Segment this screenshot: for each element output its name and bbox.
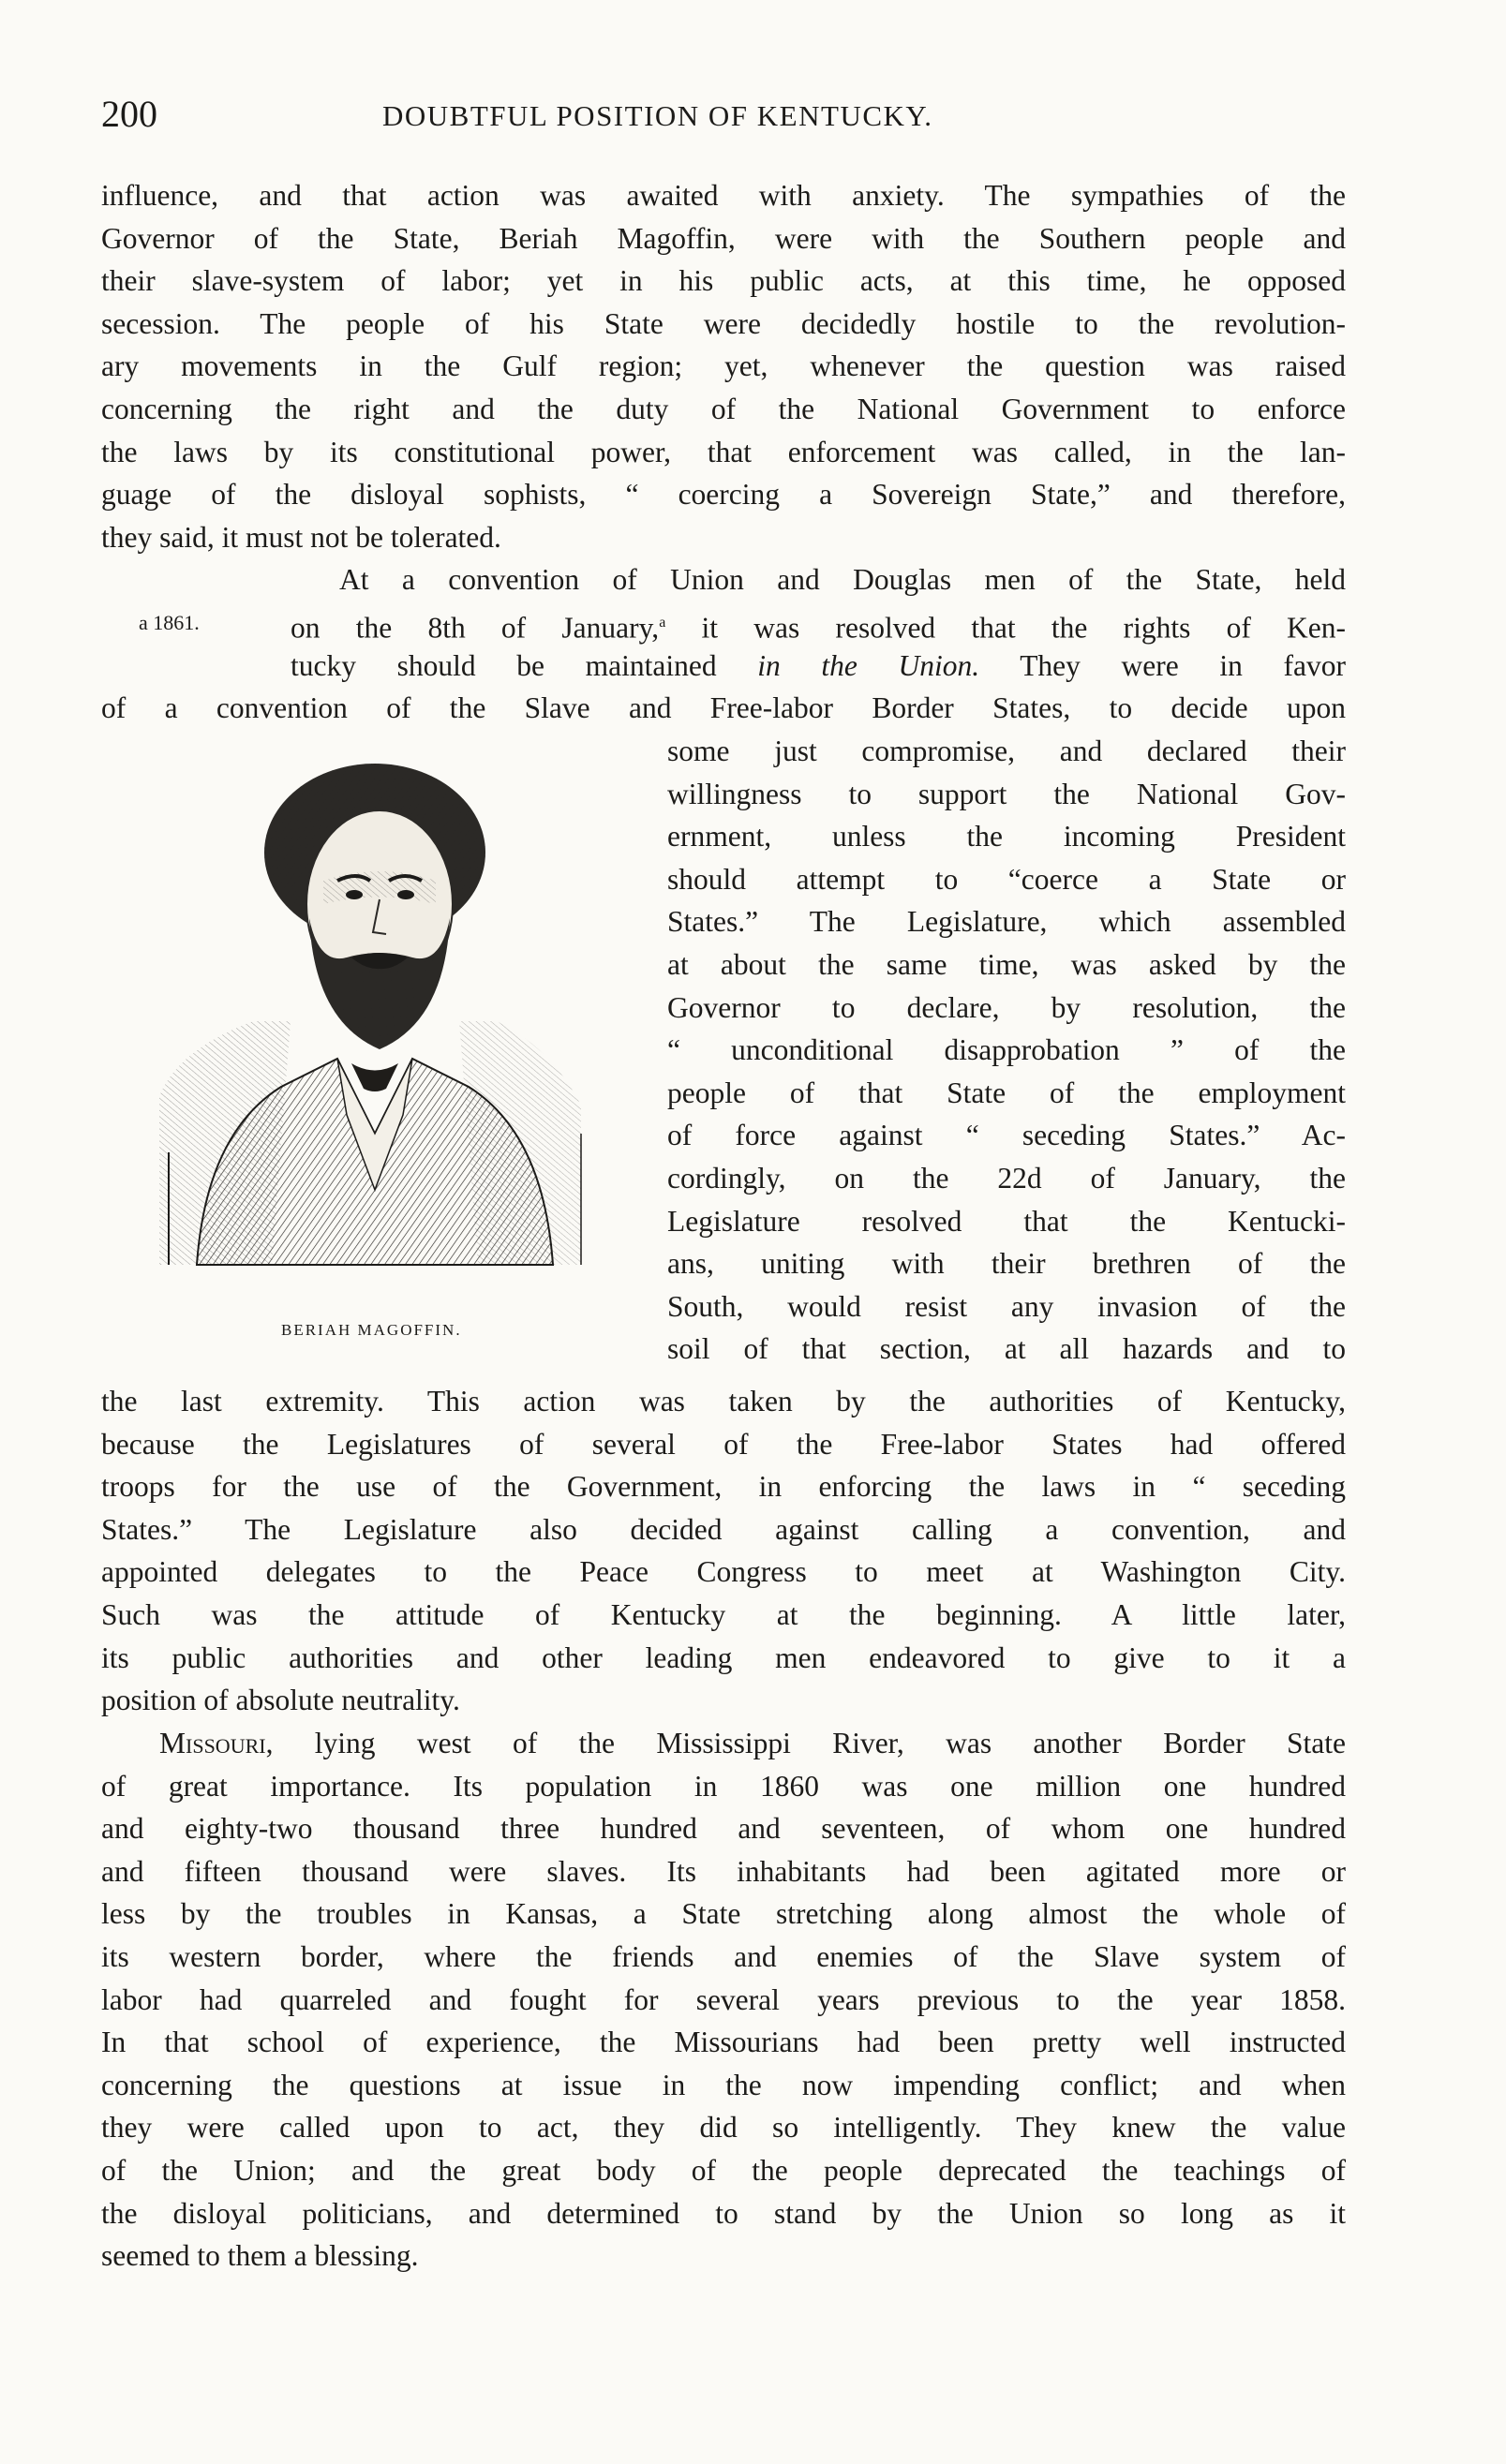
text-line: and eighty-two thousand three hundred and seventeen, of whom one hundred: [101, 1812, 1346, 1846]
text-line: States.” The Legislature also decided against calling a convention, and: [101, 1512, 1346, 1546]
marginal-date-note: a 1861.: [139, 611, 200, 634]
text-line: willingness to support the National Gov-: [667, 777, 1346, 810]
text-line: some just compromise, and declared their: [667, 735, 1346, 767]
text-line: Governor of the State, Beriah Magoffin, were with the Southern people and: [101, 221, 1346, 255]
text-line: “ unconditional disapprobation ” of the: [667, 1033, 1346, 1067]
text-line: [101, 1722, 1346, 1765]
text-line: position of absolute neutrality.: [101, 1684, 460, 1717]
paragraph-2-line-2: [291, 601, 1346, 687]
text-line: Governor to declare, by resolution, the: [667, 990, 1346, 1024]
text-line: because the Legislatures of several of the Free-labor States had offered: [101, 1427, 1346, 1461]
text-line: they said, it must not be tolerated.: [101, 520, 501, 554]
text-line: Such was the attitude of Kentucky at the beginning. A little later,: [101, 1597, 1346, 1631]
text-line: its public authorities and other leading men endeavored to give to it a: [101, 1640, 1346, 1674]
text-line: their slave-system of labor; yet in his public acts, at this time, he opposed: [101, 264, 1346, 298]
section-lead-word: Missouri,: [159, 1727, 274, 1759]
text-line: In that school of experience, the Missourians had been pretty well instructed: [101, 2026, 1346, 2059]
text-line: people of that State of the employment: [667, 1076, 1346, 1109]
text-line: secession. The people of his State were decidedly hostile to the revolution-: [101, 306, 1346, 340]
text-line: of force against “ seceding States.” Ac-: [667, 1119, 1346, 1152]
text-fragment: on the 8th of January,: [291, 611, 660, 645]
paragraph-2-continued: [101, 1380, 1346, 1722]
text-line: should attempt to “coerce a State or: [667, 862, 1346, 896]
text-fragment: tucky should be maintained: [291, 648, 717, 682]
text-line: the disloyal politicians, and determined to stand by the Union so long as it: [101, 2196, 1346, 2230]
text-line: cordingly, on the 22d of January, the: [667, 1161, 1346, 1195]
text-line: appointed delegates to the Peace Congress to meet at Washington City.: [101, 1555, 1346, 1589]
running-title: DOUBTFUL POSITION OF KENTUCKY.: [382, 99, 933, 132]
text-line: of great importance. Its population in 1860 was one million one hundred: [101, 1769, 1346, 1803]
text-line: soil of that section, at all hazards and to: [667, 1332, 1346, 1366]
portrait-engraving: [141, 740, 609, 1302]
paragraph-2-beside-portrait: [667, 730, 1346, 1371]
footnote-marker: a: [659, 615, 666, 631]
text-line: less by the troubles in Kansas, a State stretching along almost the whole of: [101, 1897, 1346, 1931]
text-line: labor had quarreled and fought for several years previous to the year 1858.: [101, 1982, 1346, 2016]
text-line: the last extremity. This action was taken by the authorities of Kentucky,: [101, 1385, 1346, 1418]
text-line: [291, 645, 1346, 688]
page-header: [101, 92, 1348, 139]
text-fragment: it was resolved that the rights of Ken-: [665, 611, 1347, 645]
text-line: ary movements in the Gulf region; yet, whenever the question was raised: [101, 349, 1346, 383]
text-line: influence, and that action was awaited with anxiety. The sympathies of the: [101, 179, 1346, 212]
page-number: 200: [101, 93, 157, 135]
portrait-caption: BERIAH MAGOFFIN.: [281, 1321, 462, 1339]
paragraph-2-full-line: [101, 687, 1346, 730]
paragraph-2-opening: [339, 558, 1346, 601]
text-line: States.” The Legislature, which assembled: [667, 905, 1346, 939]
text-line: ans, uniting with their brethren of the: [667, 1247, 1346, 1281]
text-fragment: They were in favor: [979, 648, 1346, 682]
text-line: Legislature resolved that the Kentucki-: [667, 1204, 1346, 1238]
text-line: its western border, where the friends and enemies of the Slave system of: [101, 1939, 1346, 1973]
text-line: seemed to them a blessing.: [101, 2239, 419, 2273]
text-line: troops for the use of the Government, in enforcing the laws in “ seceding: [101, 1470, 1346, 1504]
paragraph-3: [101, 1722, 1346, 2278]
text-line: [291, 601, 1346, 645]
text-line: South, would resist any invasion of the: [667, 1289, 1346, 1323]
paragraph-1: [101, 174, 1346, 558]
text-line: the laws by its constitutional power, that enforcement was called, in the lan-: [101, 435, 1346, 468]
text-line: At a convention of Union and Douglas men of the State, held: [339, 563, 1346, 596]
text-line: of a convention of the Slave and Free-labor Border States, to decide upon: [101, 691, 1346, 724]
text-line: concerning the questions at issue in the now impending conflict; and when: [101, 2068, 1346, 2101]
text-line: of the Union; and the great body of the people deprecated the teachings of: [101, 2153, 1346, 2187]
text-line: at about the same time, was asked by the: [667, 947, 1346, 981]
text-line: they were called upon to act, they did so intelligently. They knew the value: [101, 2111, 1346, 2145]
portrait-illustration: [141, 740, 609, 1302]
emphasis: in the Union.: [757, 648, 980, 682]
text-line: guage of the disloyal sophists, “ coercing a Sovereign State,” and therefore,: [101, 478, 1346, 512]
text-line: and fifteen thousand were slaves. Its inhabitants had been agitated more or: [101, 1854, 1346, 1888]
text-line: concerning the right and the duty of the National Government to enforce: [101, 392, 1346, 425]
text-fragment: lying west of the Mississippi River, was another Border State: [273, 1727, 1346, 1759]
text-line: ernment, unless the incoming President: [667, 820, 1346, 853]
